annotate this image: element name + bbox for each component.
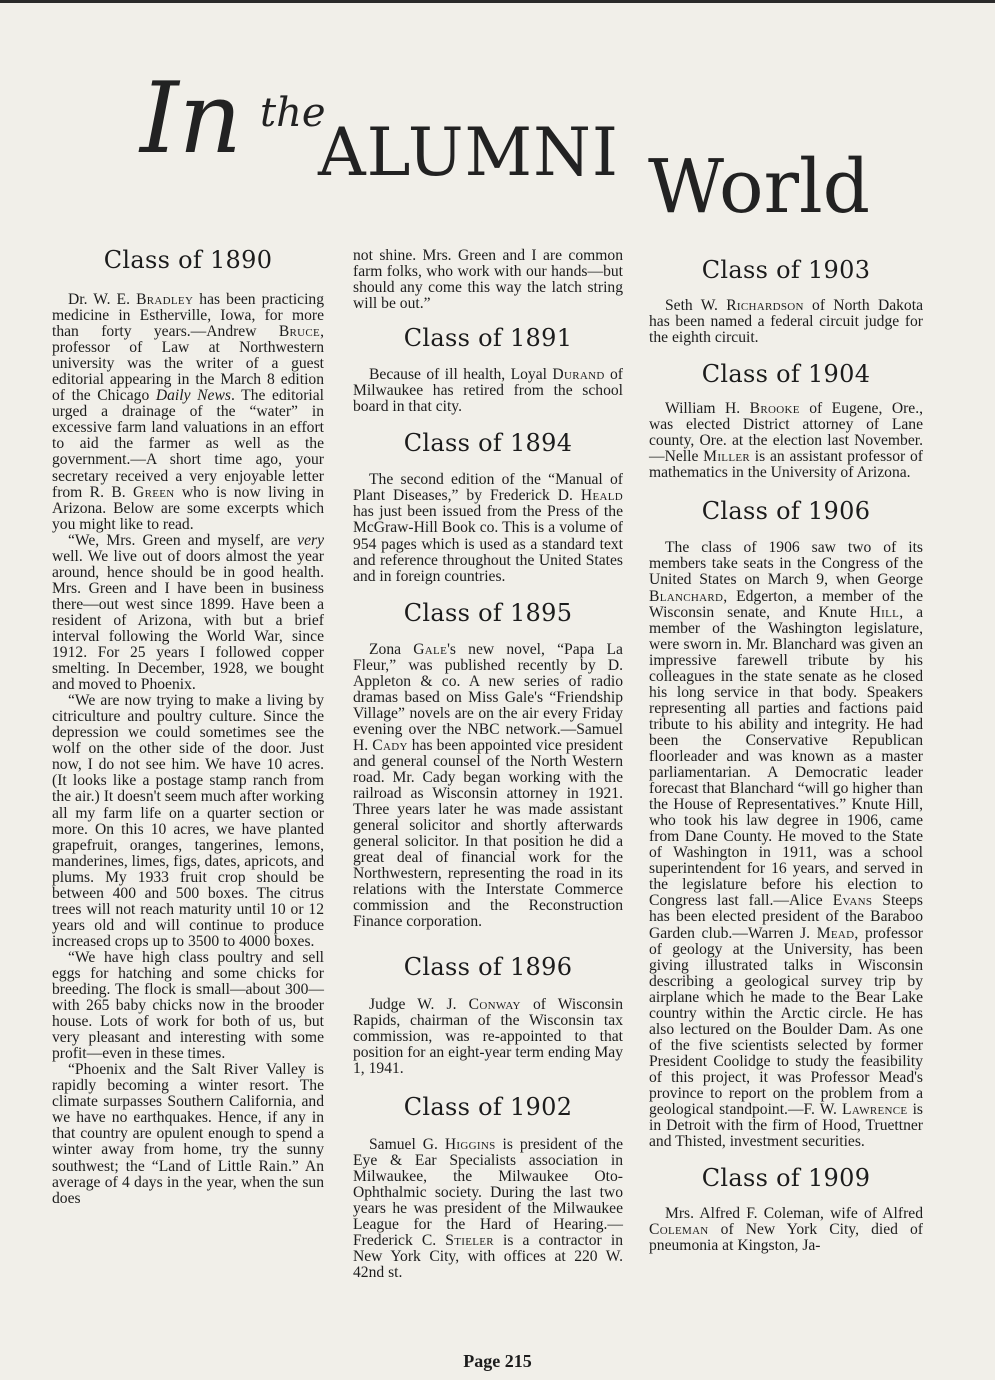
surname-cady: Cady bbox=[372, 736, 408, 754]
paragraph-1894: The second edition of the “Manual of Plant Diseases,” by Frederick D. Heald has just been issued from the Press of the McGraw-Hill Book co. This is a volume of 954 pages which is used as a standard text and reference throughout the United States and in foreign countries. bbox=[353, 471, 623, 585]
masthead-in: In bbox=[140, 62, 242, 176]
class-heading-1891: Class of 1891 bbox=[403, 324, 573, 353]
paragraph-1902: Samuel G. Higgins is president of the Eye & Ear Specialists association in Milwaukee, the Milwaukee Oto-Ophthalmic society. During the last two years he was president of the Milwaukee League for the Hard of Hearing.—Frederick C. Stieler is a contractor in New York City, with offices at 220 W. 42nd st. bbox=[353, 1135, 623, 1282]
column-right bbox=[649, 248, 923, 1254]
paragraph-1891: Because of ill health, Loyal Durand of Milwaukee has retired from the school board in that city. bbox=[353, 366, 624, 416]
masthead-world: World bbox=[648, 144, 870, 230]
class-heading-1896: Class of 1896 bbox=[403, 952, 573, 981]
paragraph-letter-2: “We are now trying to make a living by citriculture and poultry culture. Since the depression we could sometimes see the wolf on the other side of the door. Just now, I do not see him. We have 10 acres. (It looks like a postage stamp ranch from the air.) It doesn't seem much after working all my farm life on a quarter section or more. On this 10 acres, we have planted grapefruit, oranges, tangerines, lemons, manderines, limes, figs, dates, apricots, and plums. My 1933 fruit crop should be between 400 and 500 boxes. The citrus trees will not reach maturity until 10 or 12 years old and will continue to produce increased crops up to 3500 to 4000 boxes. bbox=[52, 692, 324, 950]
surname-brooke: Brooke bbox=[749, 400, 800, 418]
paragraph-1890-news: Dr. W. E. Bradley has been practicing medicine in Estherville, Iowa, for more than forty years.—Andrew Bruce, professor of Law at Northwestern university was the writer of a guest editorial appearing in the March 8 edition of the Chicago Daily News. The editorial urged a drainage of the “water” in excessive farm land valuations in an effort to aid the farmer as well as the government.—A short time ago, your secretary received a very enjoyable letter from R. B. Green who is now living in Arizona. Below are some excerpts which you might like to read. bbox=[52, 291, 325, 533]
surname-stieler: Stieler bbox=[445, 1232, 494, 1250]
class-heading-1903: Class of 1903 bbox=[701, 256, 871, 284]
surname-higgins: Higgins bbox=[444, 1135, 496, 1153]
surname-gale: Gale bbox=[413, 640, 448, 658]
surname-conway: Conway bbox=[468, 995, 521, 1013]
paragraph-letter-4: “Phoenix and the Salt River Valley is rapidly becoming a winter resort. The climate surpasses Southern California, and we have no earthquakes. Hence, if any in that country are opulent enough to spend a winter away from home, try the sunny southwest; the “Land of Little Rain.” An average of 4 days in the year, when the sun does bbox=[52, 1061, 324, 1207]
surname-miller: Miller bbox=[703, 448, 750, 466]
class-heading-1904: Class of 1904 bbox=[701, 360, 871, 389]
paragraph-letter-3: “We have high class poultry and sell eggs for hatching and some chicks for breeding. The flock is small—about 300—with 265 baby chicks now in the brooder house. Lots of work for both of us, but very pleasant and interesting with some profit—even in these times. bbox=[52, 948, 324, 1063]
surname-bruce: Bruce bbox=[278, 323, 321, 341]
surname-evans: Evans bbox=[832, 892, 873, 910]
masthead bbox=[140, 62, 870, 230]
surname-mead: Mead bbox=[816, 924, 855, 942]
paragraph-letter-1: “We, Mrs. Green and myself, are very well. We live out of doors almost the year around, hence should be in good health. Mrs. Green and I have been in business there—out west since 1899. Have been a resident of Arizona, with but a brief interval following the World War, since 1912. For 25 years I followed copper smelting. In December, 1928, we bought and moved to Phoenix. bbox=[52, 531, 324, 694]
surname-richardson: Richardson bbox=[726, 297, 804, 314]
paragraph-1895: Zona Gale's new novel, “Papa La Fleur,” was published recently by D. Appleton & co. A new series of radio dramas based on Miss Gale's “Friendship Village” novels are on the air every Friday evening over the NBC network.—Samuel H. Cady has been appointed vice president and general counsel of the North Western road. Mr. Cady began working with the railroad as Wisconsin attorney in 1921. Three years later he was made assistant general solicitor and shortly afterwards general solicitor. In that position he did a great deal of financial work for the Northwestern, representing the road in its relations with the Interstate Commerce commission and the Reconstruction Finance corporation. bbox=[353, 640, 624, 931]
paragraph-1909: Mrs. Alfred F. Coleman, wife of Alfred Coleman of New York City, died of pneumonia at Kingston, Ja- bbox=[649, 1205, 923, 1255]
top-rule bbox=[0, 0, 995, 3]
surname-heald: Heald bbox=[580, 487, 623, 505]
surname-lawrence: Lawrence bbox=[842, 1101, 908, 1119]
class-heading-1890: Class of 1890 bbox=[103, 246, 273, 274]
masthead-alumni: ALUMNI bbox=[318, 114, 619, 191]
surname-coleman: Coleman bbox=[649, 1221, 709, 1239]
paragraph-1906: The class of 1906 saw two of its members take seats in the Congress of the United States on March 9, when George Blanchard, Edgerton, a member of the Wisconsin senate, and Knute Hill, a member of the Washington legislature, were sworn in. Mr. Blanchard was given an impressive farewell tribute by his colleagues in the state senate as he closed his long service in that body. Speakers representing all parties and factions paid tribute to his ability and integrity. He had been the Conservative Republican floorleader and was known as a master parliamentarian. A Democratic leader forecast that Blanchard “will go higher than the House of Representatives.” Knute Hill, who took his law degree in 1906, came from Dane County. He moved to the State of Washington in 1911, was a school superintendent for 16 years, and served in the legislature before his election to Congress last fall.—Alice Evans Steeps has been elected president of the Baraboo Garden club.—Warren J. Mead, professor of geology at the University, has been giving illustrated talks in Wisconsin describing a geological survey trip by airplane which he made to the Bear Lake country within the Arctic circle. He has also lectured on the Boulder Dam. As one of the five scientists selected by former President Coolidge to study the feasibility of this project, it was Professor Mead's province to report on the problem from a geological standpoint.—F. W. Lawrence is in Detroit with the firm of Hood, Truettner and Thisted, investment securities. bbox=[649, 539, 924, 1151]
surname-bradley: Bradley bbox=[136, 291, 194, 308]
page-number: Page 215 bbox=[463, 1351, 532, 1371]
newspaper-title: Daily News bbox=[155, 387, 231, 405]
surname-blanchard: Blanchard bbox=[649, 587, 724, 605]
class-heading-1895: Class of 1895 bbox=[403, 598, 573, 627]
column-middle bbox=[353, 248, 623, 1281]
paragraph-letter-end: not shine. Mrs. Green and I are common farm folks, who work with our hands—but should any come this way the latch string will be out.” bbox=[353, 247, 623, 313]
column-left bbox=[52, 248, 324, 1207]
class-heading-1894: Class of 1894 bbox=[403, 429, 573, 458]
surname-hill: Hill bbox=[869, 603, 900, 621]
surname-green: Green bbox=[133, 483, 175, 501]
paragraph-1896: Judge W. J. Conway of Wisconsin Rapids, chairman of the Wisconsin tax commission, was re-appointed to that position for an eight-year term ending May 1, 1941. bbox=[353, 995, 623, 1077]
masthead-the: the bbox=[260, 90, 326, 136]
class-heading-1902: Class of 1902 bbox=[403, 1092, 573, 1121]
paragraph-1903: Seth W. Richardson of North Dakota has been named a federal circuit judge for the eighth circuit. bbox=[649, 297, 923, 347]
paragraph-1904: William H. Brooke of Eugene, Ore., was elected District attorney of Lane county, Ore. at the election last November.—Nelle Miller is an assistant professor of mathematics in the University of Arizona. bbox=[649, 400, 924, 482]
class-heading-1906: Class of 1906 bbox=[701, 497, 871, 526]
class-heading-1909: Class of 1909 bbox=[701, 1164, 871, 1193]
surname-durand: Durand bbox=[552, 366, 605, 384]
